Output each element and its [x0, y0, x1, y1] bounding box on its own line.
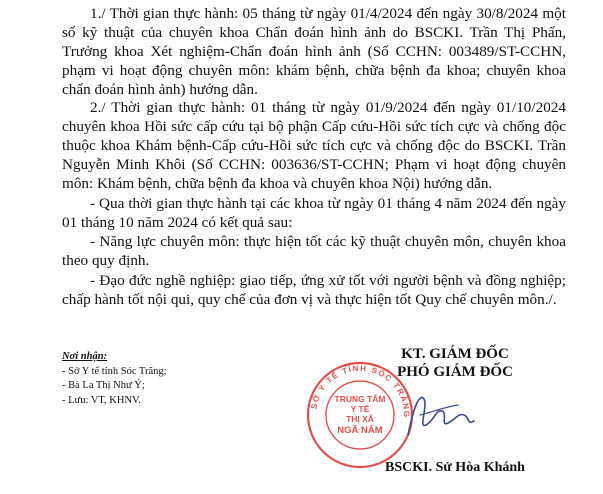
stamp-ring-text: SỞ Y TẾ TỈNH SÓC TRĂNG [309, 363, 412, 419]
recipient-line: - Bà La Thị Như Ý; [62, 380, 145, 391]
body-paragraph-4: - Năng lực chuyên môn: thực hiện tốt các kỹ thuật chuyên môn, chuyên khoa theo quy định. [62, 233, 566, 270]
recipient-line: - Lưu: VT, KHNV. [62, 394, 141, 406]
signature-title-line-2: PHÓ GIÁM ĐỐC [397, 364, 513, 380]
body-paragraph-3: - Qua thời gian thực hành tại các khoa từ ngày 01 tháng 4 năm 2024 đến ngày 01 tháng 10 năm 2024 có kết quả sau: [62, 195, 566, 232]
body-paragraph-5: - Đạo đức nghề nghiệp: giao tiếp, ứng xử tốt với người bệnh và đồng nghiệp; chấp hành tốt nội qui, quy chế của đơn vị và thực hiện tốt Quy chế chuyên môn./. [62, 272, 566, 309]
signature-title-line-1: KT. GIÁM ĐỐC [401, 346, 509, 362]
recipient-line: - Sở Y tế tỉnh Sóc Trăng; [62, 365, 167, 377]
stamp-center-line-4: NGÃ NĂM [337, 425, 383, 436]
stamp-center-line-2: Y TẾ [350, 404, 370, 414]
stamp-center-line-1: TRUNG TÂM [334, 394, 386, 404]
signature-block [345, 346, 565, 486]
signer-name: BSCKI. Sử Hòa Khánh [385, 460, 525, 475]
stamp-center-line-3: THỊ XÃ [346, 414, 374, 424]
recipients-block [62, 350, 302, 408]
body-paragraph-2: 2./ Thời gian thực hành: 01 tháng từ ngày 01/9/2024 đến ngày 01/10/2024 chuyên khoa Hồi sức cấp cứu tại bộ phận Cấp cứu-Hồi sức tích cực và chống độc thuộc khoa Khám bệnh-Cấp cứu-Hồi sức tích cực và chống độc do BSCKI. Trần Nguyễn Minh Khôi (Số CCHN: 003636/ST-CCHN; Phạm vi hoạt động chuyên môn: Khám bệnh, chữa bệnh đa khoa và chuyên khoa Nội) hướng dẫn. [62, 99, 566, 193]
recipients-title: Nơi nhận: [62, 351, 108, 362]
body-paragraph-1: 1./ Thời gian thực hành: 05 tháng từ ngày 01/4/2024 đến ngày 30/8/2024 một số kỹ thuật của chuyên khoa Chẩn đoán hình ảnh do BSCKI. Trần Thị Phấn, Trưởng khoa Xét nghiệm-Chẩn đoán hình ảnh (Số CCHN: 003489/ST-CCHN, phạm vi hoạt động chuyên môn: khám bệnh, chữa bệnh đa khoa; chuyên khoa chẩn đoán hình ảnh) hướng dẫn. [62, 5, 566, 99]
